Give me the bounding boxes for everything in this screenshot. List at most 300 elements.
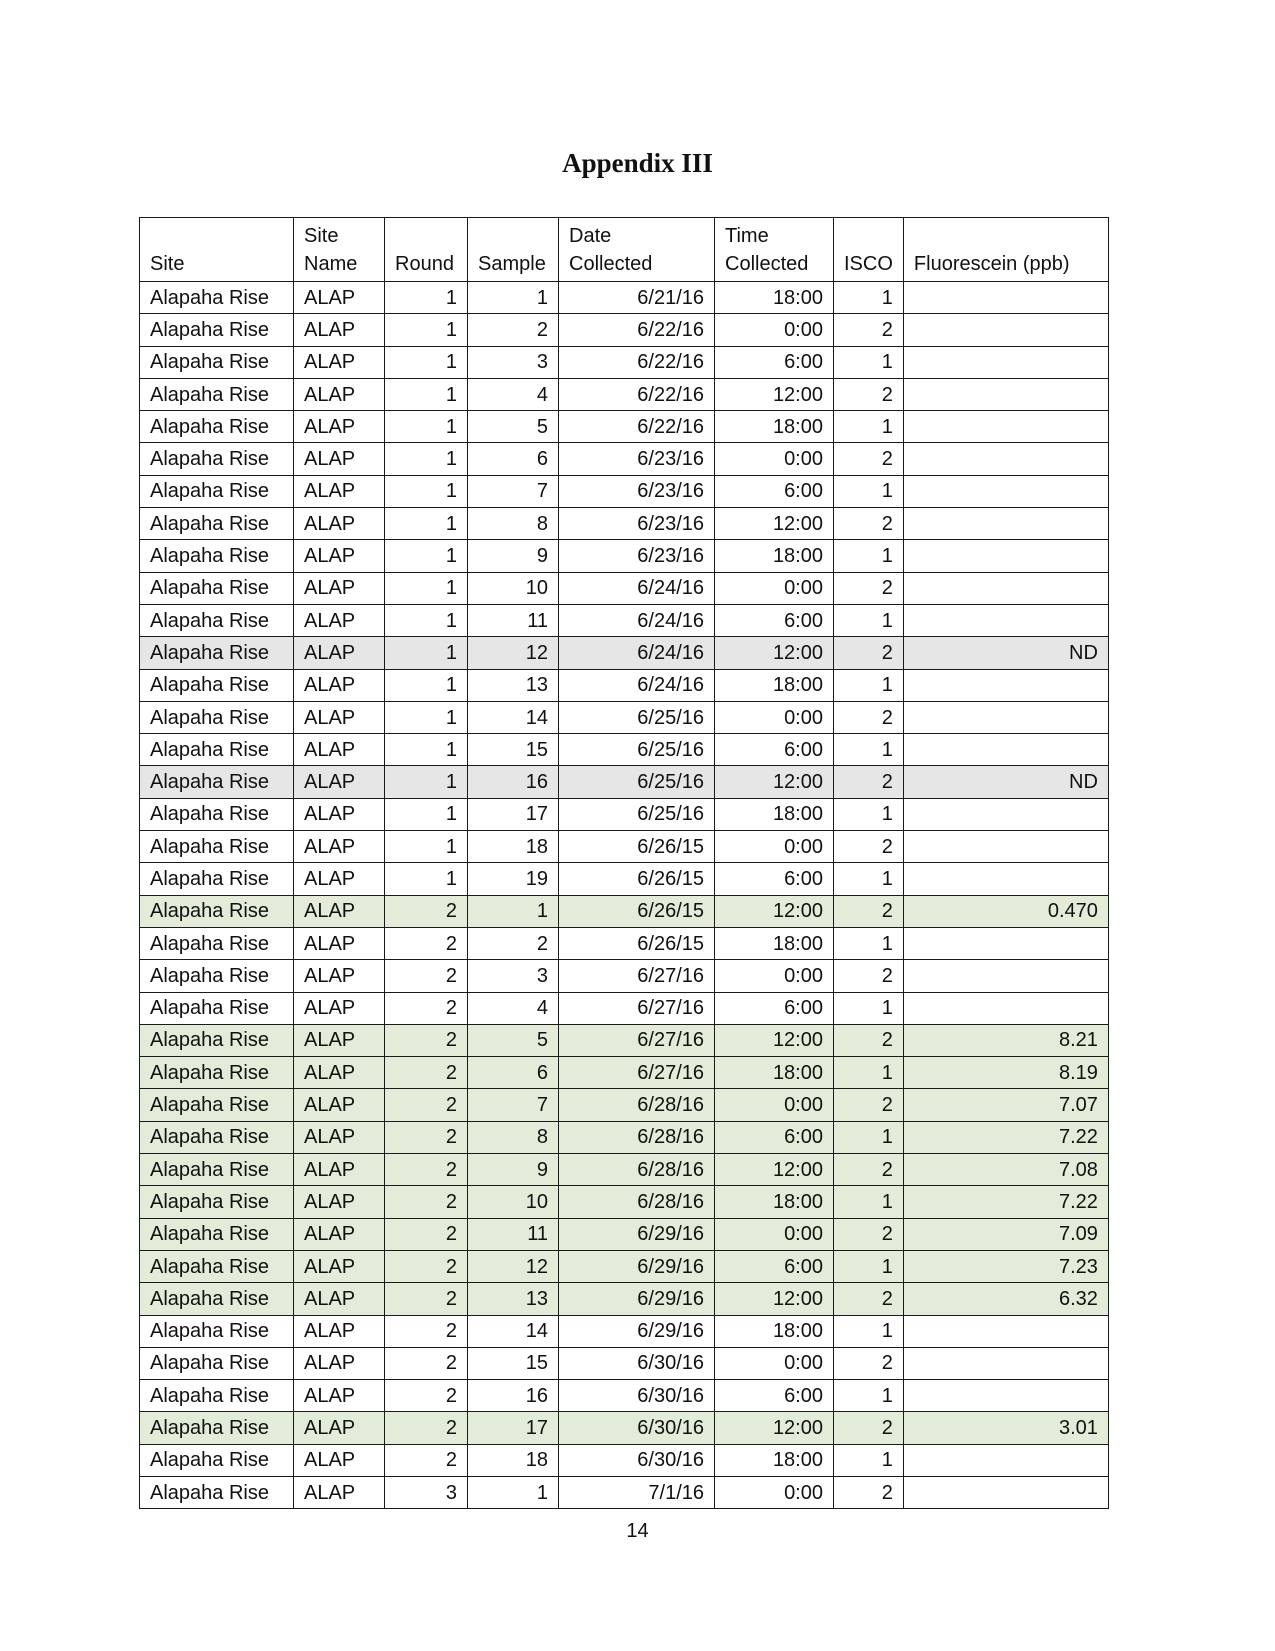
cell-sample: 1 — [468, 282, 559, 314]
table-body — [140, 282, 1109, 1509]
cell-round: 2 — [385, 960, 468, 992]
cell-round: 2 — [385, 1154, 468, 1186]
cell-fluorescein: 7.08 — [903, 1154, 1108, 1186]
cell-fluorescein: 7.22 — [903, 1186, 1108, 1218]
table-row — [140, 1444, 1109, 1476]
cell-site-name: ALAP — [294, 734, 385, 766]
cell-time: 6:00 — [715, 734, 834, 766]
cell-site: Alapaha Rise — [140, 766, 294, 798]
cell-fluorescein — [903, 443, 1108, 475]
cell-date: 6/23/16 — [559, 540, 715, 572]
cell-site: Alapaha Rise — [140, 927, 294, 959]
cell-date: 6/26/15 — [559, 831, 715, 863]
cell-round: 2 — [385, 1380, 468, 1412]
cell-time: 12:00 — [715, 895, 834, 927]
cell-fluorescein: 7.07 — [903, 1089, 1108, 1121]
cell-site: Alapaha Rise — [140, 895, 294, 927]
cell-isco: 2 — [834, 572, 904, 604]
cell-sample: 5 — [468, 1024, 559, 1056]
cell-time: 0:00 — [715, 701, 834, 733]
page-number: 14 — [626, 1520, 649, 1542]
cell-time: 0:00 — [715, 572, 834, 604]
cell-site-name: ALAP — [294, 895, 385, 927]
cell-site: Alapaha Rise — [140, 1315, 294, 1347]
cell-site-name: ALAP — [294, 1444, 385, 1476]
cell-site-name: ALAP — [294, 927, 385, 959]
cell-date: 6/28/16 — [559, 1089, 715, 1121]
cell-site-name: ALAP — [294, 1089, 385, 1121]
cell-time: 18:00 — [715, 1444, 834, 1476]
cell-sample: 16 — [468, 1380, 559, 1412]
table-row — [140, 1283, 1109, 1315]
cell-site: Alapaha Rise — [140, 540, 294, 572]
header-date — [559, 218, 715, 282]
table-row — [140, 282, 1109, 314]
cell-round: 1 — [385, 378, 468, 410]
cell-sample: 12 — [468, 637, 559, 669]
cell-round: 1 — [385, 637, 468, 669]
cell-fluorescein — [903, 669, 1108, 701]
cell-sample: 4 — [468, 378, 559, 410]
cell-fluorescein: 8.21 — [903, 1024, 1108, 1056]
cell-site: Alapaha Rise — [140, 411, 294, 443]
cell-sample: 15 — [468, 734, 559, 766]
cell-time: 6:00 — [715, 475, 834, 507]
cell-site-name: ALAP — [294, 992, 385, 1024]
cell-sample: 6 — [468, 1057, 559, 1089]
cell-fluorescein — [903, 960, 1108, 992]
cell-sample: 4 — [468, 992, 559, 1024]
cell-round: 2 — [385, 927, 468, 959]
cell-sample: 7 — [468, 1089, 559, 1121]
header-time-label: Time Collected — [725, 225, 809, 275]
cell-fluorescein — [903, 831, 1108, 863]
cell-fluorescein — [903, 1315, 1108, 1347]
cell-sample: 11 — [468, 1218, 559, 1250]
cell-site: Alapaha Rise — [140, 378, 294, 410]
cell-date: 6/24/16 — [559, 572, 715, 604]
cell-date: 6/23/16 — [559, 475, 715, 507]
cell-site-name: ALAP — [294, 1024, 385, 1056]
cell-sample: 1 — [468, 895, 559, 927]
cell-round: 1 — [385, 798, 468, 830]
cell-fluorescein: 6.32 — [903, 1283, 1108, 1315]
cell-date: 6/28/16 — [559, 1154, 715, 1186]
cell-date: 6/25/16 — [559, 701, 715, 733]
cell-date: 6/23/16 — [559, 443, 715, 475]
cell-round: 2 — [385, 1024, 468, 1056]
cell-site-name: ALAP — [294, 475, 385, 507]
cell-date: 6/29/16 — [559, 1283, 715, 1315]
cell-fluorescein — [903, 734, 1108, 766]
table-row — [140, 1154, 1109, 1186]
table-row — [140, 540, 1109, 572]
cell-fluorescein — [903, 798, 1108, 830]
cell-site-name: ALAP — [294, 1057, 385, 1089]
cell-sample: 11 — [468, 604, 559, 636]
cell-site: Alapaha Rise — [140, 1089, 294, 1121]
cell-isco: 1 — [834, 992, 904, 1024]
table-row — [140, 346, 1109, 378]
cell-isco: 2 — [834, 637, 904, 669]
cell-site-name: ALAP — [294, 1250, 385, 1282]
table-row — [140, 927, 1109, 959]
cell-date: 6/27/16 — [559, 1057, 715, 1089]
cell-date: 6/22/16 — [559, 314, 715, 346]
cell-site-name: ALAP — [294, 411, 385, 443]
cell-fluorescein: 7.23 — [903, 1250, 1108, 1282]
cell-round: 2 — [385, 1089, 468, 1121]
cell-isco: 2 — [834, 443, 904, 475]
table-row — [140, 1186, 1109, 1218]
cell-round: 3 — [385, 1476, 468, 1508]
table-row — [140, 831, 1109, 863]
cell-time: 0:00 — [715, 314, 834, 346]
cell-fluorescein — [903, 1380, 1108, 1412]
cell-isco: 2 — [834, 1218, 904, 1250]
table-row — [140, 1121, 1109, 1153]
cell-isco: 2 — [834, 701, 904, 733]
cell-time: 0:00 — [715, 831, 834, 863]
cell-round: 2 — [385, 1315, 468, 1347]
cell-site-name: ALAP — [294, 282, 385, 314]
cell-site: Alapaha Rise — [140, 443, 294, 475]
cell-date: 6/24/16 — [559, 604, 715, 636]
table-row — [140, 1089, 1109, 1121]
cell-site-name: ALAP — [294, 1154, 385, 1186]
cell-round: 2 — [385, 992, 468, 1024]
cell-site: Alapaha Rise — [140, 1412, 294, 1444]
cell-site: Alapaha Rise — [140, 282, 294, 314]
cell-isco: 1 — [834, 1315, 904, 1347]
cell-round: 1 — [385, 701, 468, 733]
cell-round: 2 — [385, 1186, 468, 1218]
cell-time: 12:00 — [715, 1283, 834, 1315]
cell-isco: 1 — [834, 1121, 904, 1153]
cell-sample: 9 — [468, 540, 559, 572]
cell-round: 1 — [385, 831, 468, 863]
cell-site-name: ALAP — [294, 863, 385, 895]
cell-site-name: ALAP — [294, 604, 385, 636]
cell-fluorescein — [903, 701, 1108, 733]
cell-sample: 10 — [468, 572, 559, 604]
cell-isco: 2 — [834, 831, 904, 863]
cell-sample: 12 — [468, 1250, 559, 1282]
table-row — [140, 1057, 1109, 1089]
cell-isco: 1 — [834, 540, 904, 572]
cell-site-name: ALAP — [294, 508, 385, 540]
cell-time: 18:00 — [715, 411, 834, 443]
cell-isco: 1 — [834, 927, 904, 959]
cell-site: Alapaha Rise — [140, 701, 294, 733]
cell-time: 6:00 — [715, 1250, 834, 1282]
cell-isco: 2 — [834, 1024, 904, 1056]
cell-time: 0:00 — [715, 1089, 834, 1121]
cell-sample: 2 — [468, 314, 559, 346]
cell-site: Alapaha Rise — [140, 1444, 294, 1476]
cell-date: 6/22/16 — [559, 346, 715, 378]
cell-site: Alapaha Rise — [140, 1476, 294, 1508]
cell-date: 6/23/16 — [559, 508, 715, 540]
table-row — [140, 411, 1109, 443]
cell-site-name: ALAP — [294, 572, 385, 604]
cell-site: Alapaha Rise — [140, 1024, 294, 1056]
cell-site: Alapaha Rise — [140, 604, 294, 636]
cell-site-name: ALAP — [294, 1412, 385, 1444]
cell-site: Alapaha Rise — [140, 1347, 294, 1379]
cell-round: 1 — [385, 669, 468, 701]
cell-round: 2 — [385, 1283, 468, 1315]
cell-site: Alapaha Rise — [140, 1283, 294, 1315]
cell-date: 6/28/16 — [559, 1186, 715, 1218]
cell-site-name: ALAP — [294, 314, 385, 346]
table-row — [140, 863, 1109, 895]
cell-site: Alapaha Rise — [140, 734, 294, 766]
cell-sample: 2 — [468, 927, 559, 959]
table-row — [140, 1218, 1109, 1250]
header-sample: Sample — [468, 218, 559, 282]
cell-sample: 3 — [468, 960, 559, 992]
cell-fluorescein — [903, 508, 1108, 540]
cell-isco: 1 — [834, 1186, 904, 1218]
cell-date: 6/26/15 — [559, 927, 715, 959]
cell-isco: 2 — [834, 1347, 904, 1379]
cell-date: 6/22/16 — [559, 411, 715, 443]
cell-round: 2 — [385, 895, 468, 927]
cell-site-name: ALAP — [294, 766, 385, 798]
cell-date: 6/30/16 — [559, 1444, 715, 1476]
cell-fluorescein — [903, 378, 1108, 410]
header-fluorescein: Fluorescein (ppb) — [903, 218, 1108, 282]
cell-isco: 2 — [834, 766, 904, 798]
table-row — [140, 798, 1109, 830]
cell-fluorescein — [903, 346, 1108, 378]
cell-time: 18:00 — [715, 540, 834, 572]
cell-site: Alapaha Rise — [140, 572, 294, 604]
cell-date: 6/30/16 — [559, 1347, 715, 1379]
cell-site-name: ALAP — [294, 669, 385, 701]
cell-site: Alapaha Rise — [140, 831, 294, 863]
table-row — [140, 378, 1109, 410]
table-row — [140, 734, 1109, 766]
cell-sample: 7 — [468, 475, 559, 507]
cell-fluorescein — [903, 1476, 1108, 1508]
cell-sample: 1 — [468, 1476, 559, 1508]
cell-sample: 17 — [468, 1412, 559, 1444]
header-site: Site — [140, 218, 294, 282]
cell-fluorescein: 0.470 — [903, 895, 1108, 927]
cell-fluorescein — [903, 475, 1108, 507]
cell-site-name: ALAP — [294, 701, 385, 733]
cell-date: 6/27/16 — [559, 992, 715, 1024]
cell-time: 12:00 — [715, 378, 834, 410]
cell-isco: 2 — [834, 1154, 904, 1186]
cell-date: 6/27/16 — [559, 960, 715, 992]
cell-time: 18:00 — [715, 1186, 834, 1218]
cell-date: 6/26/15 — [559, 863, 715, 895]
cell-time: 0:00 — [715, 1218, 834, 1250]
cell-isco: 1 — [834, 1250, 904, 1282]
cell-time: 12:00 — [715, 766, 834, 798]
cell-fluorescein: 7.22 — [903, 1121, 1108, 1153]
cell-fluorescein: ND — [903, 766, 1108, 798]
cell-time: 18:00 — [715, 282, 834, 314]
cell-date: 6/25/16 — [559, 734, 715, 766]
cell-round: 1 — [385, 346, 468, 378]
table-row — [140, 960, 1109, 992]
cell-isco: 1 — [834, 1380, 904, 1412]
header-round: Round — [385, 218, 468, 282]
cell-site-name: ALAP — [294, 1186, 385, 1218]
cell-site: Alapaha Rise — [140, 1186, 294, 1218]
page-title: Appendix III — [562, 148, 713, 178]
cell-fluorescein — [903, 992, 1108, 1024]
cell-isco: 2 — [834, 1476, 904, 1508]
cell-fluorescein — [903, 863, 1108, 895]
cell-fluorescein — [903, 572, 1108, 604]
cell-site-name: ALAP — [294, 1476, 385, 1508]
cell-fluorescein — [903, 1444, 1108, 1476]
cell-date: 6/28/16 — [559, 1121, 715, 1153]
cell-round: 1 — [385, 443, 468, 475]
cell-sample: 14 — [468, 701, 559, 733]
cell-site: Alapaha Rise — [140, 798, 294, 830]
cell-fluorescein: 3.01 — [903, 1412, 1108, 1444]
cell-site: Alapaha Rise — [140, 1121, 294, 1153]
cell-isco: 2 — [834, 895, 904, 927]
cell-site: Alapaha Rise — [140, 637, 294, 669]
table-row — [140, 637, 1109, 669]
cell-site: Alapaha Rise — [140, 1380, 294, 1412]
cell-isco: 1 — [834, 1444, 904, 1476]
cell-site: Alapaha Rise — [140, 508, 294, 540]
cell-fluorescein — [903, 604, 1108, 636]
cell-date: 7/1/16 — [559, 1476, 715, 1508]
cell-fluorescein — [903, 314, 1108, 346]
table-row — [140, 1024, 1109, 1056]
cell-date: 6/29/16 — [559, 1315, 715, 1347]
table-row — [140, 572, 1109, 604]
cell-round: 1 — [385, 734, 468, 766]
cell-time: 0:00 — [715, 1347, 834, 1379]
table-row — [140, 314, 1109, 346]
cell-round: 1 — [385, 604, 468, 636]
cell-fluorescein — [903, 927, 1108, 959]
cell-time: 18:00 — [715, 1315, 834, 1347]
cell-time: 12:00 — [715, 1154, 834, 1186]
cell-date: 6/22/16 — [559, 378, 715, 410]
cell-site-name: ALAP — [294, 378, 385, 410]
cell-round: 1 — [385, 766, 468, 798]
cell-round: 1 — [385, 540, 468, 572]
cell-site-name: ALAP — [294, 831, 385, 863]
cell-time: 12:00 — [715, 508, 834, 540]
cell-isco: 1 — [834, 734, 904, 766]
header-time — [715, 218, 834, 282]
cell-round: 1 — [385, 282, 468, 314]
cell-sample: 3 — [468, 346, 559, 378]
cell-time: 18:00 — [715, 927, 834, 959]
cell-site-name: ALAP — [294, 346, 385, 378]
cell-sample: 8 — [468, 508, 559, 540]
cell-site-name: ALAP — [294, 960, 385, 992]
cell-site-name: ALAP — [294, 540, 385, 572]
cell-isco: 2 — [834, 378, 904, 410]
cell-isco: 2 — [834, 1089, 904, 1121]
cell-site: Alapaha Rise — [140, 1154, 294, 1186]
table-row — [140, 701, 1109, 733]
cell-site: Alapaha Rise — [140, 863, 294, 895]
cell-fluorescein: 7.09 — [903, 1218, 1108, 1250]
table-row — [140, 1476, 1109, 1508]
cell-round: 2 — [385, 1347, 468, 1379]
cell-isco: 2 — [834, 508, 904, 540]
cell-isco: 2 — [834, 960, 904, 992]
cell-fluorescein — [903, 282, 1108, 314]
cell-isco: 2 — [834, 1412, 904, 1444]
table-row — [140, 1250, 1109, 1282]
cell-site: Alapaha Rise — [140, 314, 294, 346]
cell-site-name: ALAP — [294, 1121, 385, 1153]
cell-sample: 9 — [468, 1154, 559, 1186]
header-date-label: Date Collected — [569, 225, 653, 275]
table-row — [140, 1347, 1109, 1379]
cell-sample: 17 — [468, 798, 559, 830]
table-row — [140, 1315, 1109, 1347]
cell-date: 6/24/16 — [559, 637, 715, 669]
cell-isco: 1 — [834, 282, 904, 314]
table-row — [140, 895, 1109, 927]
cell-site: Alapaha Rise — [140, 1218, 294, 1250]
cell-isco: 1 — [834, 863, 904, 895]
cell-sample: 19 — [468, 863, 559, 895]
cell-sample: 10 — [468, 1186, 559, 1218]
cell-sample: 6 — [468, 443, 559, 475]
cell-time: 18:00 — [715, 1057, 834, 1089]
cell-time: 12:00 — [715, 1024, 834, 1056]
cell-round: 2 — [385, 1057, 468, 1089]
cell-fluorescein — [903, 411, 1108, 443]
table-row — [140, 443, 1109, 475]
cell-date: 6/26/15 — [559, 895, 715, 927]
cell-round: 1 — [385, 475, 468, 507]
cell-round: 2 — [385, 1412, 468, 1444]
cell-round: 2 — [385, 1444, 468, 1476]
cell-date: 6/30/16 — [559, 1412, 715, 1444]
cell-site-name: ALAP — [294, 798, 385, 830]
cell-round: 1 — [385, 572, 468, 604]
cell-time: 6:00 — [715, 992, 834, 1024]
header-row — [140, 218, 1109, 282]
cell-date: 6/21/16 — [559, 282, 715, 314]
cell-isco: 1 — [834, 1057, 904, 1089]
header-isco: ISCO — [834, 218, 904, 282]
cell-time: 0:00 — [715, 1476, 834, 1508]
cell-site: Alapaha Rise — [140, 475, 294, 507]
cell-site-name: ALAP — [294, 637, 385, 669]
cell-sample: 13 — [468, 669, 559, 701]
cell-date: 6/29/16 — [559, 1218, 715, 1250]
cell-time: 0:00 — [715, 960, 834, 992]
table-row — [140, 1380, 1109, 1412]
cell-time: 18:00 — [715, 669, 834, 701]
cell-fluorescein: 8.19 — [903, 1057, 1108, 1089]
cell-round: 1 — [385, 863, 468, 895]
cell-site: Alapaha Rise — [140, 346, 294, 378]
cell-sample: 8 — [468, 1121, 559, 1153]
cell-sample: 18 — [468, 831, 559, 863]
cell-site-name: ALAP — [294, 1347, 385, 1379]
